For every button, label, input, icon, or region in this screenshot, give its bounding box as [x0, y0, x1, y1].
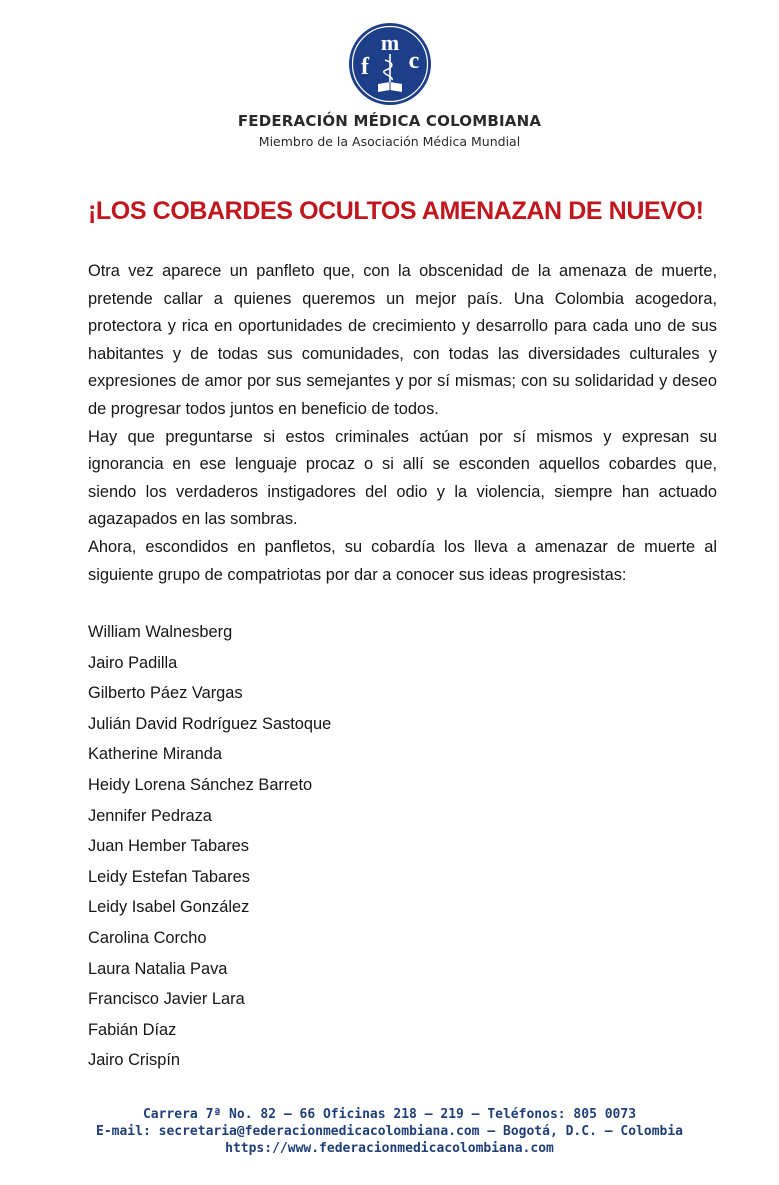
list-item: Julián David Rodríguez Sastoque — [88, 714, 332, 733]
document-title: ¡LOS COBARDES OCULTOS AMENAZAN DE NUEVO! — [88, 197, 704, 225]
list-item: Fabián Díaz — [88, 1020, 177, 1039]
list-item: Leidy Isabel González — [88, 898, 250, 917]
footer — [0, 1106, 779, 1157]
list-item: Katherine Miranda — [88, 745, 222, 764]
list-item: Jennifer Pedraza — [88, 806, 212, 825]
footer-contact: E-mail: secretaria@federacionmedicacolombiana.com – Bogotá, D.C. – Colombia — [96, 1124, 683, 1139]
footer-website: https://www.federacionmedicacolombiana.com — [225, 1141, 554, 1156]
threatened-names-list — [88, 617, 331, 1076]
logo-letter-c: c — [408, 48, 419, 74]
list-item: Juan Hember Tabares — [88, 837, 249, 856]
paragraph: Otra vez aparece un panfleto que, con la obscenidad de la amenaza de muerte, pretende callar a quienes queremos un mejor país. Una Colombia acogedora, protectora y rica en oportunidades de crecimiento y desarrollo para cada uno de sus habitantes y de todas sus comunidades, con todas las diversidades culturales y expresiones de amor por sus semejantes y por sí mismas; con su solidaridad y deseo de progresar todos juntos en beneficio de todos. — [88, 262, 717, 418]
organization-name: FEDERACIÓN MÉDICA COLOMBIANA — [237, 112, 542, 130]
document-body — [88, 258, 717, 589]
list-item: Jairo Crispín — [88, 1051, 180, 1070]
fmc-logo — [348, 22, 432, 106]
list-item: Francisco Javier Lara — [88, 990, 245, 1009]
list-item: William Walnesberg — [88, 623, 233, 641]
footer-address: Carrera 7ª No. 82 – 66 Oficinas 218 – 219 – Teléfonos: 805 0073 — [142, 1107, 637, 1122]
list-item: Leidy Estefan Tabares — [88, 867, 250, 886]
paragraph: Hay que preguntarse si estos criminales actúan por sí mismos y expresan su ignorancia en ese lenguaje procaz o si allí se esconden aquellos cobardes que, siendo los verdaderos instigadores del odio y la violencia, siempre han actuado agazapados en las sombras. — [88, 427, 717, 529]
list-item: Jairo Padilla — [88, 653, 178, 672]
paragraph: Ahora, escondidos en panfletos, su cobardía los lleva a amenazar de muerte al siguiente grupo de compatriotas por dar a conocer sus ideas progresistas: — [88, 537, 717, 584]
list-item: Heidy Lorena Sánchez Barreto — [88, 775, 313, 794]
logo-letter-f: f — [360, 54, 369, 80]
list-item: Gilberto Páez Vargas — [88, 684, 243, 703]
list-item: Carolina Corcho — [88, 928, 207, 947]
logo-letter-m: m — [380, 30, 399, 55]
list-item: Laura Natalia Pava — [88, 959, 228, 978]
letterhead — [0, 22, 779, 149]
organization-subtitle: Miembro de la Asociación Médica Mundial — [258, 134, 521, 149]
